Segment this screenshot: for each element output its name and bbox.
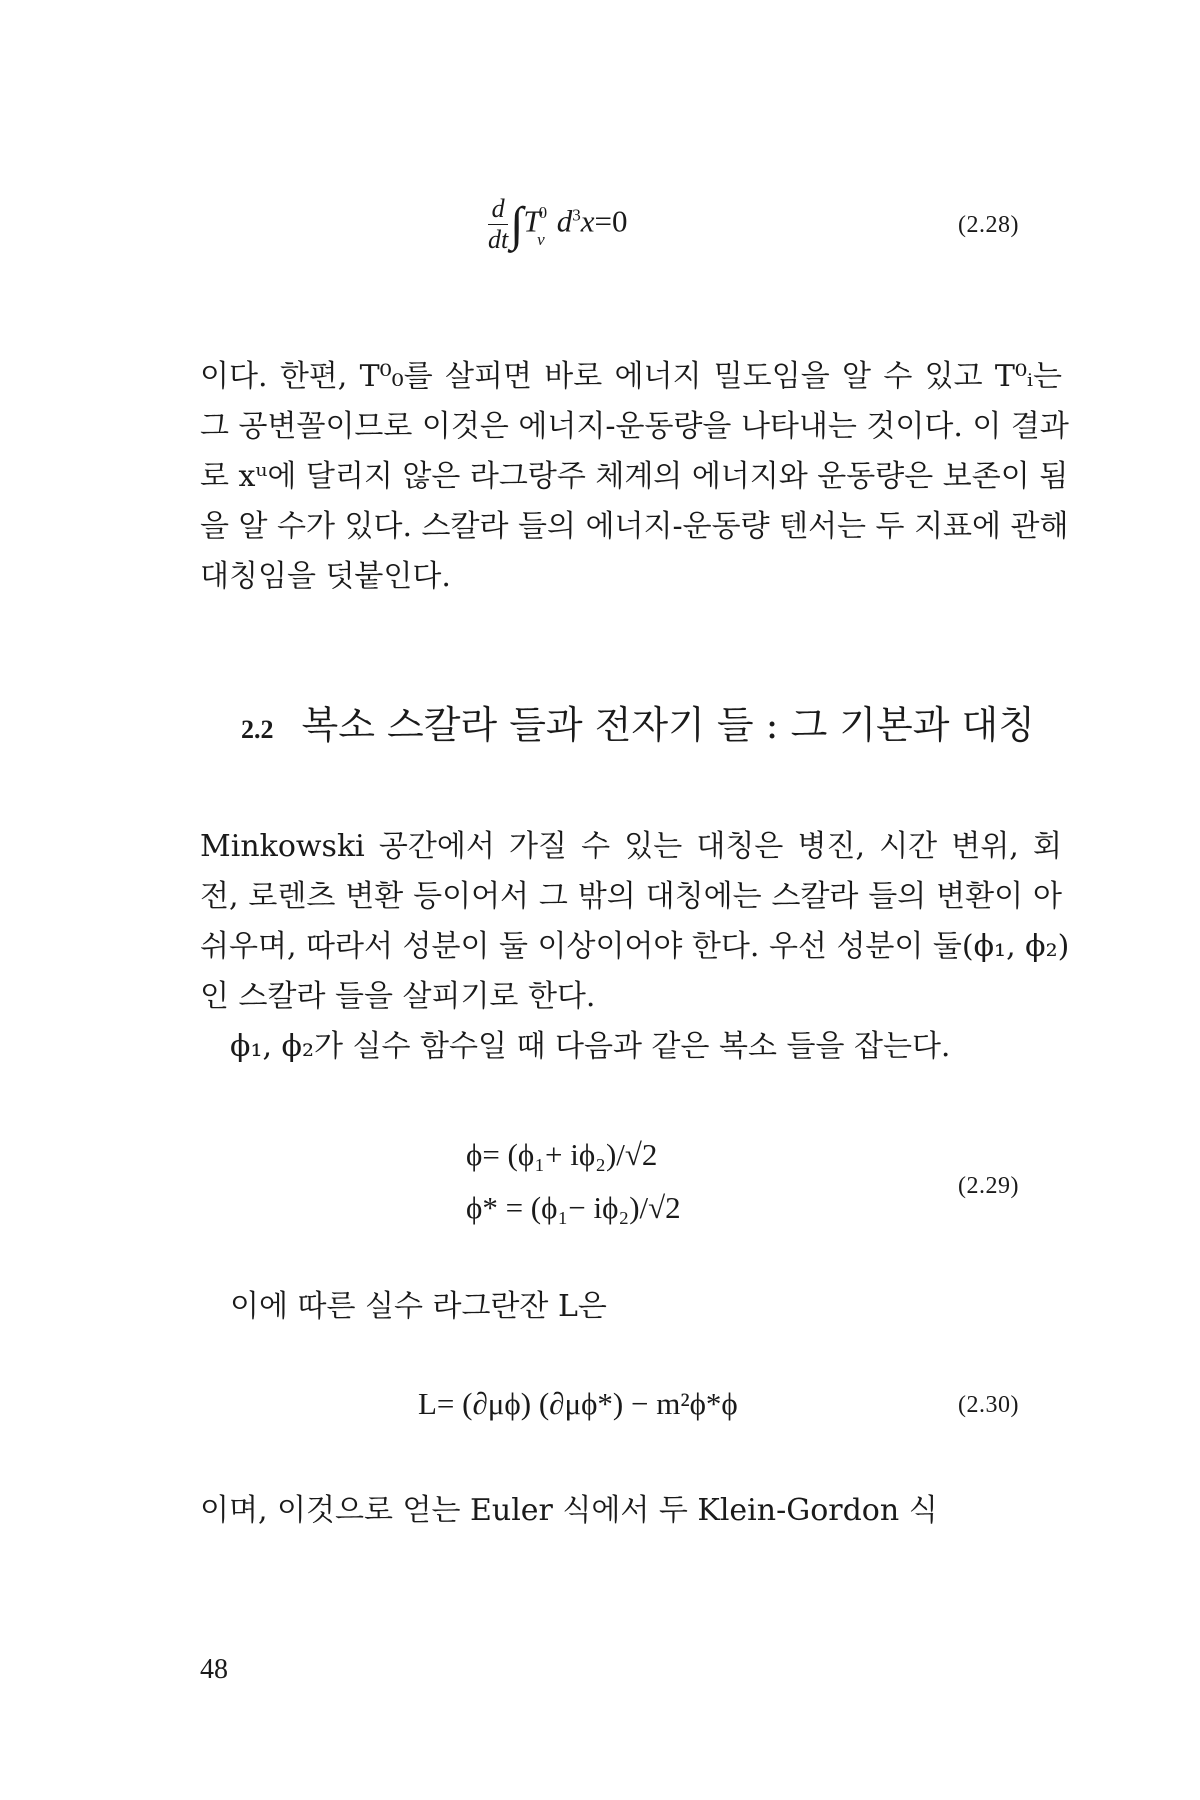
equation-2-28-body: $\frac{d}{dt}$ $\int T^0_\nu d^3x=0$ (488, 194, 628, 254)
fraction-numerator: d (488, 196, 508, 225)
equation-2-29-line-1: ϕ= (ϕ₁+ iϕ₂)/√2 (466, 1137, 658, 1172)
text-line: ϕ₁, ϕ₂가 실수 함수일 때 다음과 같은 복소 들을 잡는다. (230, 1029, 951, 1064)
text-line: 로 xᵘ에 달리지 않은 라그랑주 체계의 에너지와 운동량은 보존이 됨 (200, 459, 1069, 494)
equation-number: (2.30) (958, 1392, 1019, 1418)
text-line: 대칭임을 덧붙인다. (200, 559, 451, 594)
paragraph-energy-momentum (200, 352, 1069, 602)
text-line: 전, 로렌츠 변환 등이어서 그 밖의 대칭에는 스칼라 들의 변환이 아 (200, 879, 1062, 914)
text-line: Minkowski 공간에서 가질 수 있는 대칭은 병진, 시간 변위, 회 (200, 829, 1062, 864)
equation-2-29-line-2: ϕ* = (ϕ₁− iϕ₂)/√2 (466, 1190, 681, 1225)
text-line: 인 스칼라 들을 살피기로 한다. (200, 979, 596, 1014)
text-line: 이며, 이것으로 얻는 Euler 식에서 두 Klein-Gordon 식 (200, 1493, 938, 1528)
paragraph-symmetry (200, 822, 1070, 1022)
section-number: 2.2 (241, 715, 274, 744)
integral-sign: ∫ (510, 198, 524, 251)
section-heading (241, 694, 1035, 749)
equation-2-30-body: L= (∂μϕ) (∂μϕ*) − m²ϕ*ϕ (418, 1386, 738, 1421)
text-line: 이다. 한편, T⁰₀를 살피면 바로 에너지 밀도임을 알 수 있고 T⁰ᵢ는 (200, 359, 1062, 394)
fraction-denominator: dt (488, 225, 509, 254)
text-line: 그 공변꼴이므로 이것은 에너지-운동량을 나타내는 것이다. 이 결과 (200, 409, 1069, 444)
paragraph-euler (200, 1486, 1062, 1536)
derivative-fraction (488, 196, 508, 253)
text-line: 을 알 수가 있다. 스칼라 들의 에너지-운동량 텐서는 두 지표에 관해 (200, 509, 1069, 544)
equation-number: (2.29) (958, 1173, 1019, 1199)
text-line: 이에 따른 실수 라그란잔 L은 (230, 1289, 607, 1324)
text-line: 쉬우며, 따라서 성분이 둘 이상이어야 한다. 우선 성분이 둘(ϕ₁, ϕ₂) (200, 929, 1070, 964)
equation-number: (2.28) (958, 212, 1019, 238)
paragraph-complex-fields (230, 1022, 1062, 1072)
page-number: 48 (200, 1654, 228, 1685)
section-title: 복소 스칼라 들과 전자기 들 : 그 기본과 대칭 (301, 703, 1035, 747)
paragraph-lagrangian-intro (230, 1282, 1062, 1332)
